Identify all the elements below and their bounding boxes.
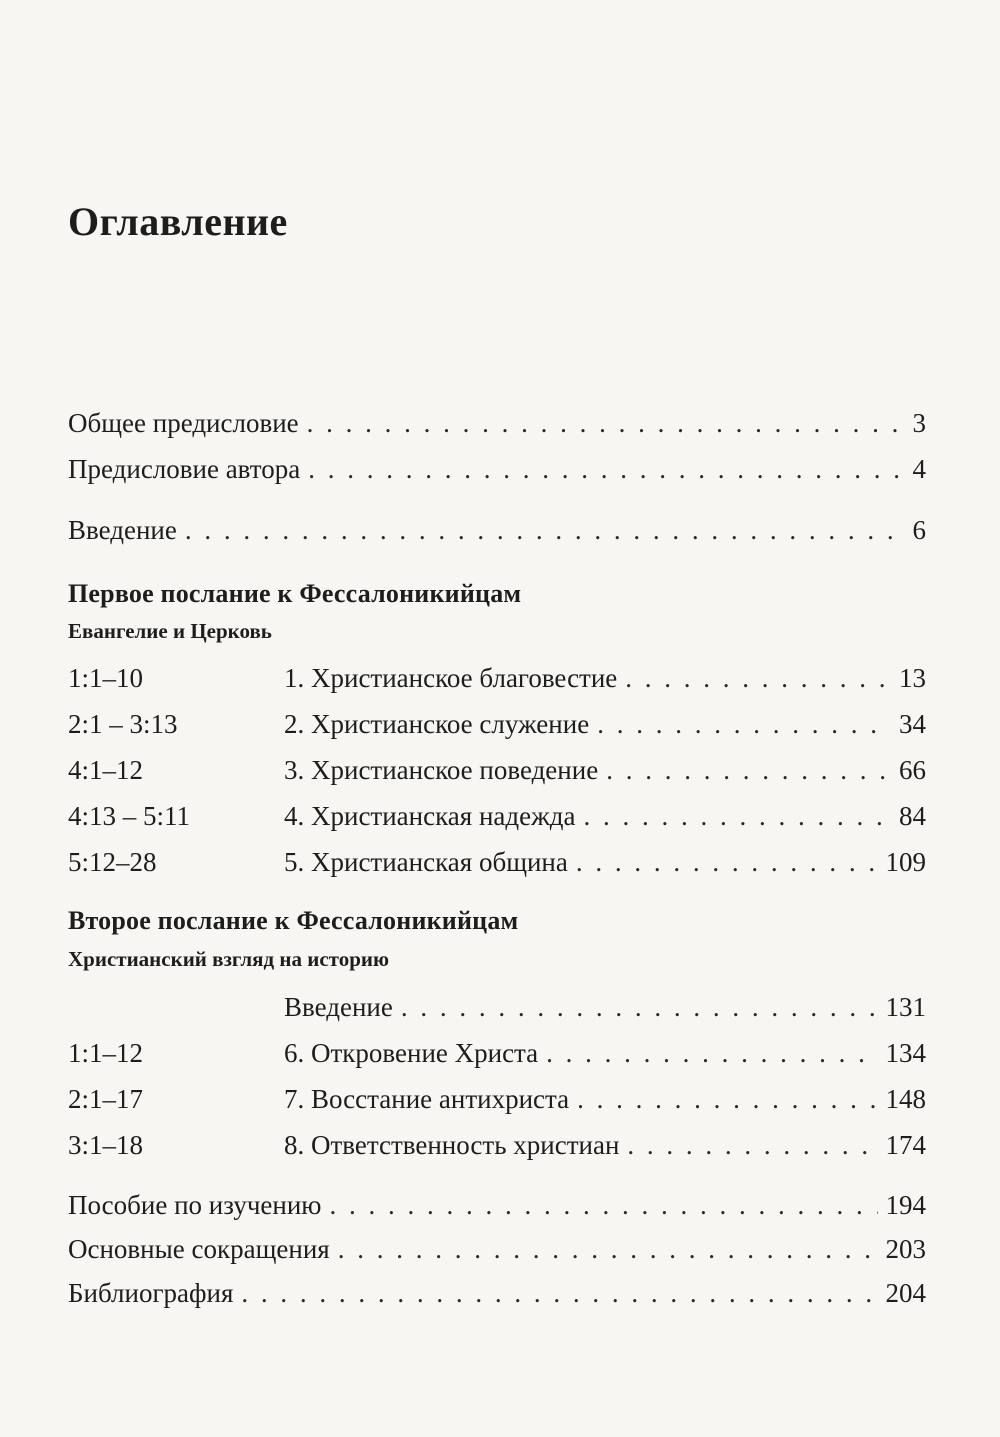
- part2-subtitle: Христианский взгляд на историю: [68, 947, 390, 971]
- toc-entry-label: 3. Христианское поведение: [284, 755, 599, 785]
- toc-entry-label: 5. Христианская община: [284, 847, 568, 877]
- leader-dots: [584, 796, 892, 836]
- toc-entry-label: Основные сокращения: [68, 1234, 330, 1264]
- toc-entry-label: 1. Христианское благовестие: [284, 663, 618, 693]
- toc-entry-page: 34: [899, 709, 926, 739]
- toc-entry-general-preface[interactable]: [68, 403, 926, 443]
- toc-entry-page: 194: [885, 1190, 926, 1220]
- toc-entry-page: 4: [912, 454, 926, 484]
- toc-entry-page: 6: [912, 515, 926, 545]
- toc-entry-label: Введение: [68, 515, 177, 545]
- toc-entry-page: 204: [885, 1278, 926, 1308]
- toc-entry-page: 134: [885, 1038, 926, 1068]
- toc-entry-label: Предисловие автора: [68, 454, 301, 484]
- toc-entry-chapter[interactable]: [68, 658, 926, 698]
- leader-dots: [576, 842, 878, 882]
- part1-title: Первое послание к Фессалоникийцам: [68, 579, 522, 608]
- toc-entry-label: Общее предисловие: [68, 408, 299, 438]
- toc-entry-page: 109: [885, 847, 926, 877]
- toc-entry-page: 174: [885, 1130, 926, 1160]
- leader-dots: [401, 987, 878, 1027]
- toc-entry-label: 7. Восстание антихриста: [284, 1084, 570, 1114]
- toc-entry-chapter[interactable]: [68, 842, 926, 882]
- leader-dots: [546, 1033, 877, 1073]
- toc-entry-label: Библиография: [68, 1278, 234, 1308]
- scripture-ref: 2:1–17: [68, 1084, 144, 1114]
- toc-entry-page: 148: [885, 1084, 926, 1114]
- toc-entry-author-preface[interactable]: [68, 449, 926, 489]
- scripture-ref: 1:1–12: [68, 1038, 144, 1068]
- leader-dots: [329, 1185, 877, 1225]
- toc-entry-chapter[interactable]: [68, 1125, 926, 1165]
- scripture-ref: 5:12–28: [68, 847, 157, 877]
- toc-entry-label: 4. Христианская надежда: [284, 801, 576, 831]
- leader-dots: [185, 510, 905, 550]
- leader-dots: [241, 1273, 877, 1313]
- part1-subtitle: Евангелие и Церковь: [68, 619, 272, 643]
- toc-entry-label: 6. Откровение Христа: [284, 1038, 539, 1068]
- toc-entry-page: 66: [899, 755, 926, 785]
- toc-entry-label: Пособие по изучению: [68, 1190, 322, 1220]
- leader-dots: [307, 403, 905, 443]
- toc-entry-page: 3: [912, 408, 926, 438]
- part2-title: Второе послание к Фессалоникийцам: [68, 906, 519, 935]
- toc-entry-label: Введение: [284, 992, 393, 1022]
- toc-entry-bibliography[interactable]: [68, 1273, 926, 1313]
- toc-entry-label: 2. Христианское служение: [284, 709, 590, 739]
- leader-dots: [308, 449, 904, 489]
- toc-entry-chapter[interactable]: [68, 750, 926, 790]
- toc-entry-chapter[interactable]: [68, 1079, 926, 1119]
- leader-dots: [627, 1125, 877, 1165]
- scripture-ref: 4:1–12: [68, 755, 144, 785]
- toc-entry-page: 203: [885, 1234, 926, 1264]
- leader-dots: [577, 1079, 877, 1119]
- toc-entry-study-guide[interactable]: [68, 1185, 926, 1225]
- toc-entry-chapter[interactable]: [68, 796, 926, 836]
- scripture-ref: 2:1 – 3:13: [68, 709, 178, 739]
- toc-entry-chapter[interactable]: [68, 704, 926, 744]
- leader-dots: [625, 658, 891, 698]
- toc-entry-page: 13: [899, 663, 926, 693]
- leader-dots: [606, 750, 891, 790]
- toc-entry-page: 131: [885, 992, 926, 1022]
- leader-dots: [338, 1229, 878, 1269]
- scripture-ref: 1:1–10: [68, 663, 144, 693]
- leader-dots: [597, 704, 891, 744]
- toc-entry-chapter[interactable]: [68, 1033, 926, 1073]
- toc-entry-page: 84: [899, 801, 926, 831]
- toc-entry-introduction[interactable]: [68, 510, 926, 550]
- scripture-ref: 3:1–18: [68, 1130, 144, 1160]
- scripture-ref: 4:13 – 5:11: [68, 801, 191, 831]
- toc-entry-chapter[interactable]: [68, 987, 926, 1027]
- page-title: Оглавление: [68, 199, 288, 244]
- toc-entry-label: 8. Ответственность христиан: [284, 1130, 620, 1160]
- toc-entry-abbreviations[interactable]: [68, 1229, 926, 1269]
